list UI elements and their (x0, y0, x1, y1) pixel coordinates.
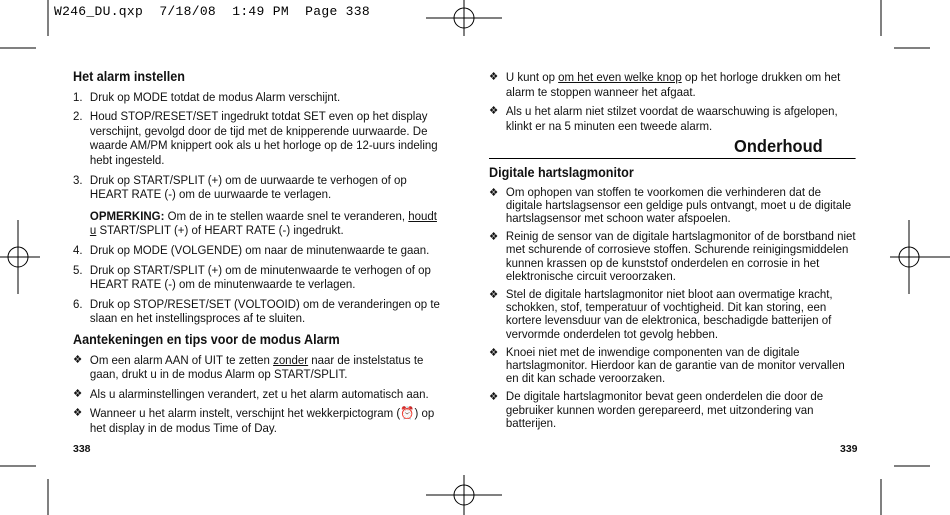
list-item: 2. Houd STOP/RESET/SET ingedrukt totdat SET even op het display verschijnt, gevolgd door de tijd met de knipperende uurwaarde. De waarde AM/PM knippert ook als u het horloge op de 12-uurs indeling hebt ingesteld. (73, 109, 438, 167)
list-item: ❖ Als u alarminstellingen verandert, zet u het alarm automatisch aan. (73, 386, 429, 401)
left-page (73, 70, 441, 440)
section-title: Onderhoud (734, 136, 823, 157)
tips-list-continued (489, 70, 856, 133)
list-item: 3. Druk op START/SPLIT (+) om de uurwaarde te verhogen of op HEART RATE (-) om de uurwaarde te verlagen. (73, 172, 407, 202)
list-item: ❖ Als u het alarm niet stilzet voordat de waarschuwing is afgelopen, klinkt er na 5 minuten een tweede alarm. (489, 104, 838, 133)
list-item: ❖ Reinig de sensor van de digitale hartslagmonitor of de borstband niet met schurende of corrosieve stoffen. Schurende reinigingsmiddelen kunnen krassen op de kunststof onderdelen en corrosie in het elektronische circuit veroorzaken. (489, 229, 856, 283)
tips-list (73, 353, 441, 436)
diamond-bullet-icon: ❖ (73, 353, 83, 366)
print-slug: W246_DU.qxp 7/18/08 1:49 PM Page 338 (54, 4, 370, 19)
list-item: ❖ U kunt op om het even welke knop op het horloge drukken om het alarm te stoppen wanneer het afgaat. (489, 70, 841, 99)
diamond-bullet-icon: ❖ (73, 407, 83, 420)
section-divider (489, 158, 856, 159)
list-item: ❖ Stel de digitale hartslagmonitor niet bloot aan overmatige kracht, schokken, stof, temperatuur of vochtigheid. Dit kan storing, een kortere levensduur van de elektronica, beschadigde batterijen of vervormde onderdelen tot gevolg hebben. (489, 286, 833, 341)
subheading-monitor: Digitale hartslagmonitor (489, 164, 634, 180)
list-item: ❖ De digitale hartslagmonitor bevat geen onderdelen die door de gebruiker kunnen worden gerepareerd, met uitzondering van batterijen. (489, 389, 824, 430)
list-item: ❖ Om een alarm AAN of UIT te zetten zonder naar de instelstatus te gaan, drukt u in de modus Alarm op START/SPLIT. (73, 352, 424, 382)
diamond-bullet-icon: ❖ (73, 387, 83, 400)
note-paragraph: OPMERKING: Om de in te stellen waarde snel te veranderen, houdt u START/SPLIT (+) of HEART RATE (-) ingedrukt. (89, 208, 437, 238)
page-number-right: 339 (840, 443, 858, 455)
diamond-bullet-icon: ❖ (489, 186, 499, 199)
list-item: 4. Druk op MODE (VOLGENDE) om naar de minutenwaarde te gaan. (73, 242, 430, 257)
diamond-bullet-icon: ❖ (489, 346, 499, 359)
alarm-steps-list-2 (73, 243, 441, 326)
alarm-steps-list (73, 90, 441, 202)
heading-tips: Aantekeningen en tips voor de modus Alarm (73, 331, 340, 347)
list-item: ❖ Wanneer u het alarm instelt, verschijnt het wekkerpictogram (⏰) op het display in de modus Time of Day. (73, 406, 435, 435)
list-item: 1. Druk op MODE totdat de modus Alarm verschijnt. (73, 89, 341, 104)
diamond-bullet-icon: ❖ (489, 288, 499, 301)
page-number-left: 338 (73, 443, 91, 455)
list-item: ❖ Knoei niet met de inwendige componenten van de digitale hartslagmonitor. Hierdoor kan de garantie van de monitor vervallen en dit kan schade veroorzaken. (489, 344, 845, 386)
diamond-bullet-icon: ❖ (489, 231, 499, 244)
diamond-bullet-icon: ❖ (489, 391, 499, 404)
list-item: 5. Druk op START/SPLIT (+) om de minutenwaarde te verhogen of op HEART RATE (-) om de minutenwaarde te verlagen. (73, 262, 431, 292)
list-item: 6. Druk op STOP/RESET/SET (VOLTOOID) om de veranderingen op te slaan en het instellingsproces af te sluiten. (73, 296, 440, 326)
diamond-bullet-icon: ❖ (489, 105, 499, 118)
heading-alarm: Het alarm instellen (73, 69, 185, 84)
maintenance-list (489, 186, 856, 430)
right-page (489, 70, 856, 435)
diamond-bullet-icon: ❖ (489, 71, 499, 83)
list-item: ❖ Om ophopen van stoffen te voorkomen die verhinderen dat de digitale hartslagsensor een geldige puls ontvangt, moet u de digitale hartslagsensor met schoon water afspoelen. (489, 184, 852, 225)
